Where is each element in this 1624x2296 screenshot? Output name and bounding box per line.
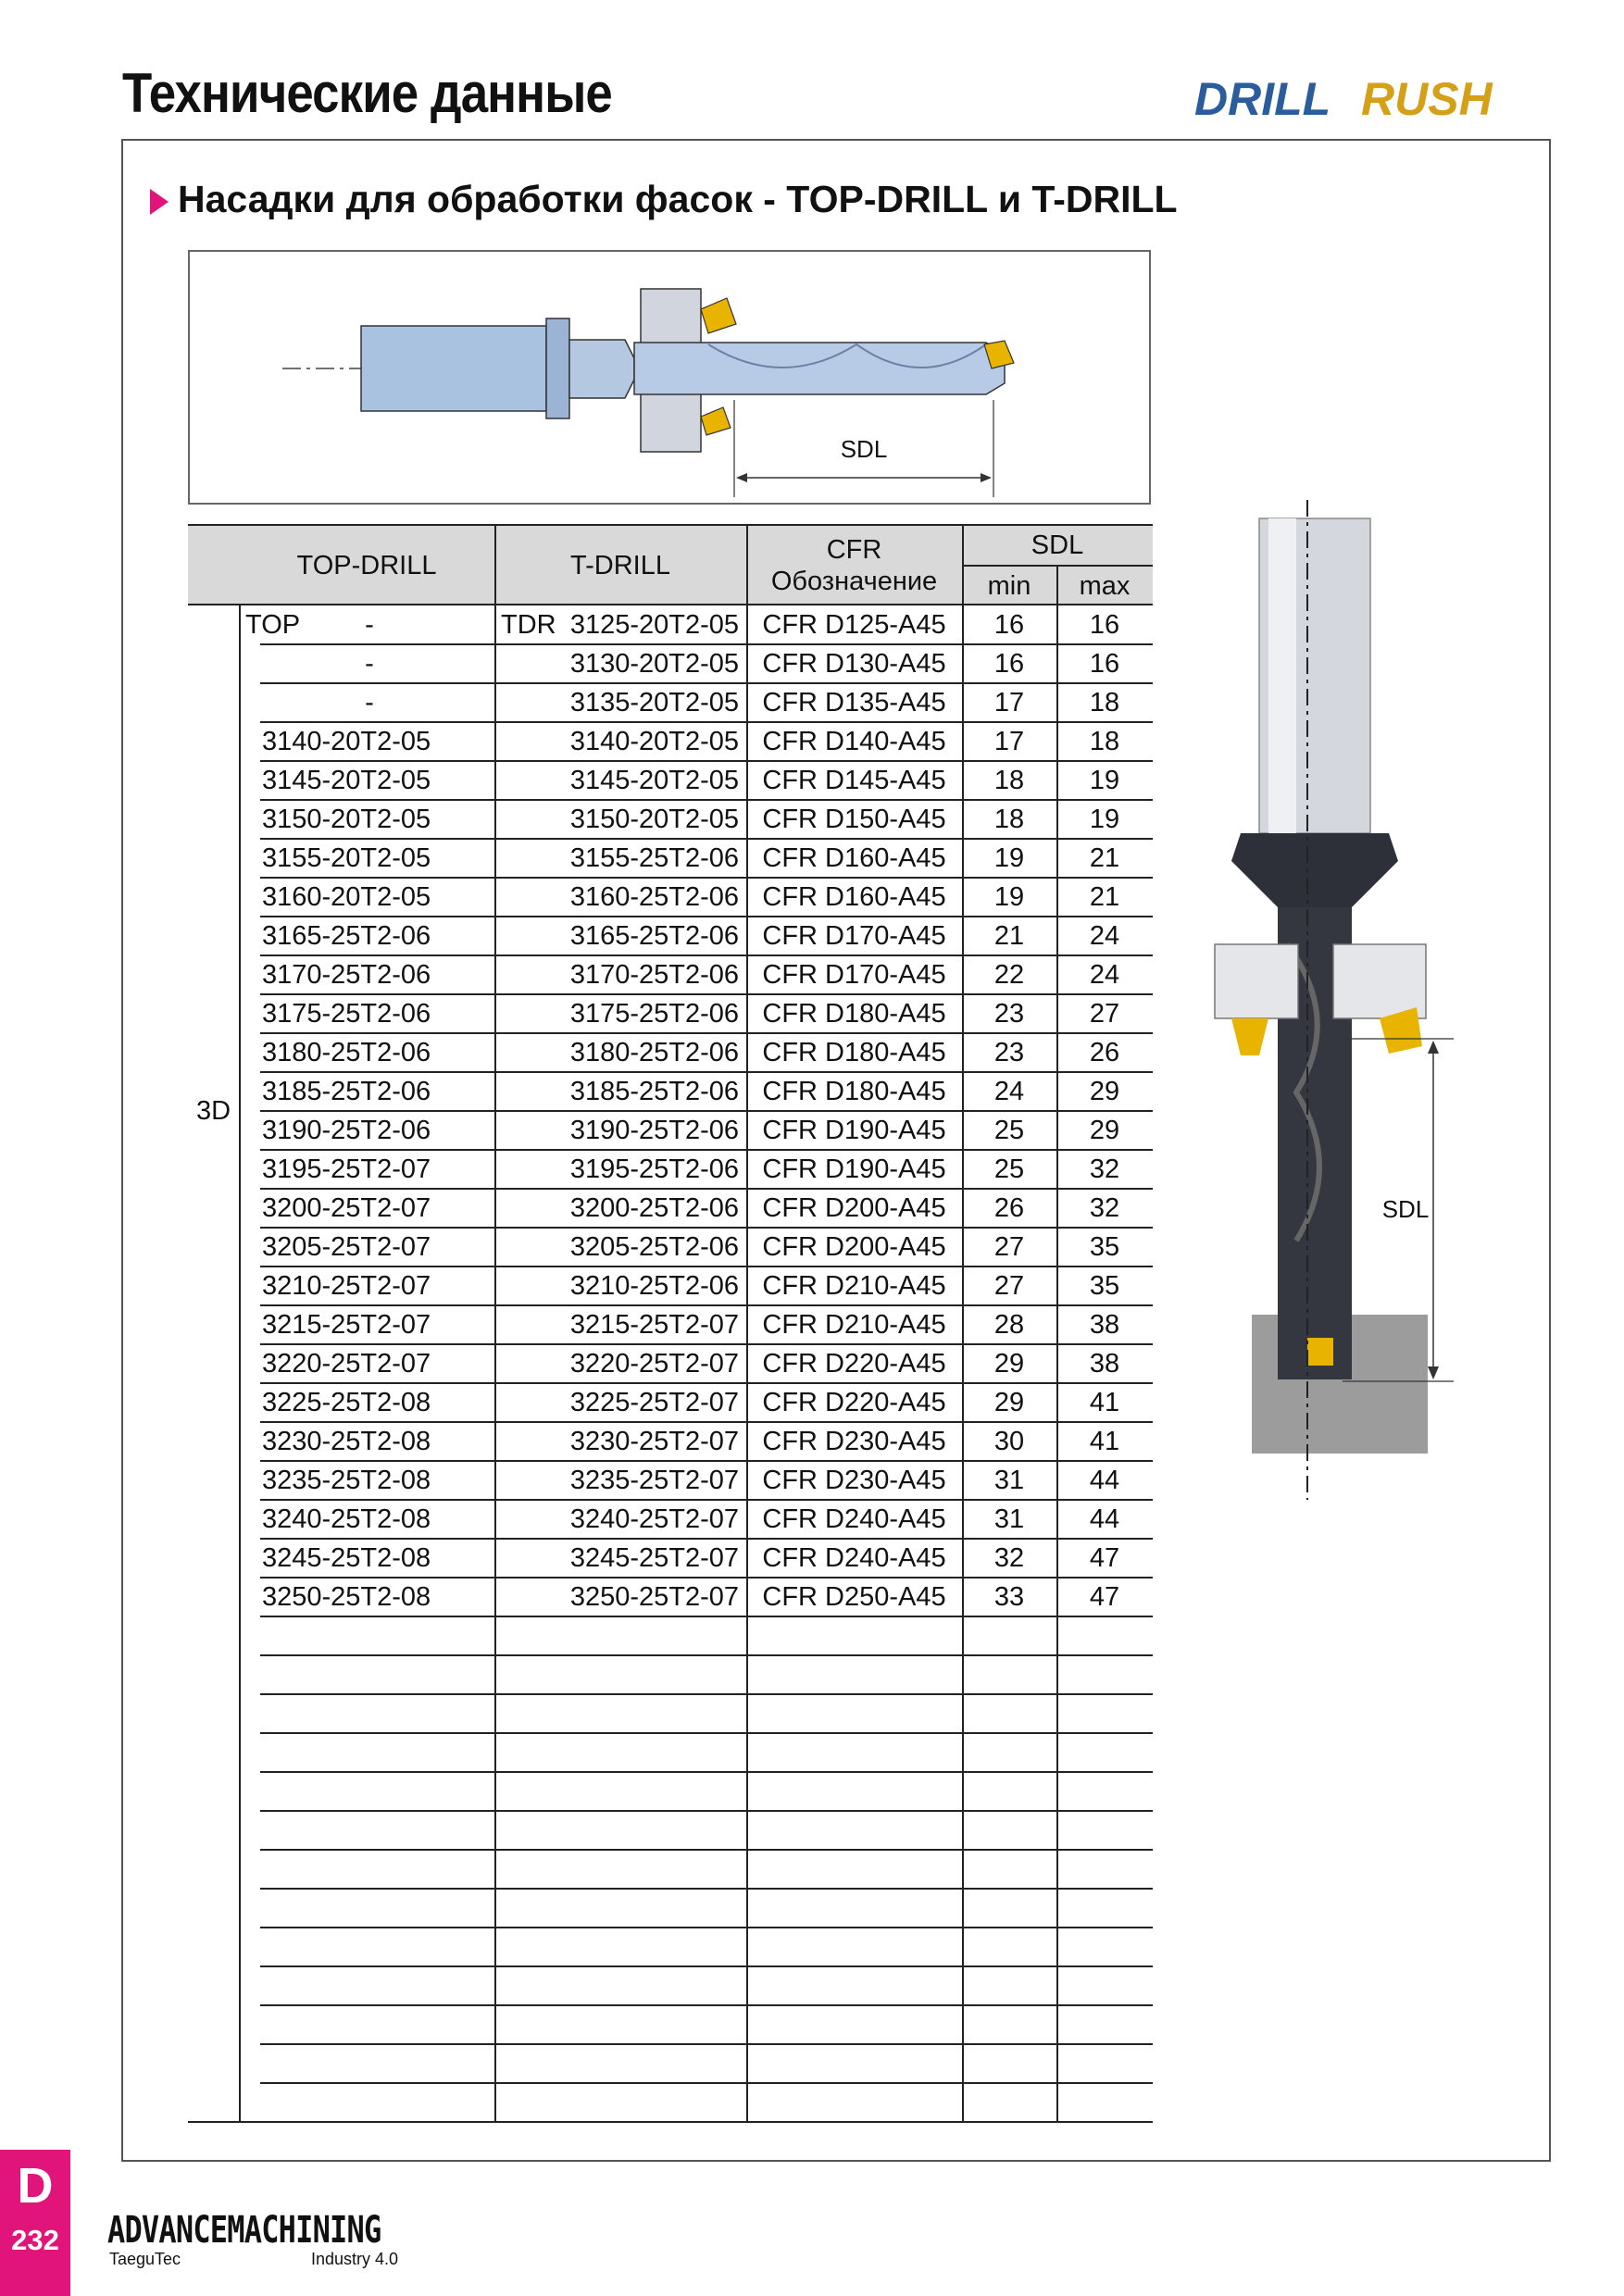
cell-top-drill: 3220-25T2-07 <box>262 1349 431 1379</box>
tdr-prefix: TDR <box>501 610 556 640</box>
cell-t-drill: 3225-25T2-07 <box>569 1388 739 1417</box>
group-label: 3D <box>195 1096 231 1126</box>
cell-top-drill: 3190-25T2-06 <box>262 1116 431 1145</box>
cell-t-drill: 3180-25T2-06 <box>569 1038 739 1067</box>
cell-t-drill: 3145-20T2-05 <box>569 766 739 795</box>
header-cfr <box>746 526 962 605</box>
cell-top-drill: 3170-25T2-06 <box>262 960 431 990</box>
photo-insert-left <box>1231 1018 1268 1055</box>
cell-cfr: CFR D230-A45 <box>762 1466 946 1495</box>
table-header <box>188 524 1153 605</box>
cell-sdl-min: 23 <box>993 999 1025 1029</box>
drill-diagram <box>188 250 1151 505</box>
photo-dim-label-sdl: SDL <box>1381 1195 1430 1223</box>
cell-sdl-max: 47 <box>1089 1543 1120 1573</box>
row-rule <box>260 1810 1153 1812</box>
cell-cfr: CFR D150-A45 <box>762 805 946 834</box>
cell-cfr: CFR D170-A45 <box>762 921 946 951</box>
cell-top-drill: 3175-25T2-06 <box>262 999 431 1029</box>
cell-top-drill: 3235-25T2-08 <box>262 1466 431 1495</box>
cell-top-drill: - <box>365 688 374 718</box>
page-number: 232 <box>11 2224 59 2256</box>
row-rule <box>260 2043 1153 2045</box>
cell-cfr: CFR D230-A45 <box>762 1427 946 1456</box>
cell-sdl-max: 19 <box>1089 766 1120 795</box>
cell-t-drill: 3125-20T2-05 <box>569 610 739 640</box>
cell-top-drill: 3250-25T2-08 <box>262 1582 431 1612</box>
logo-text-drill: DRILL <box>1194 73 1331 125</box>
cell-top-drill: 3155-20T2-05 <box>262 843 431 873</box>
cell-top-drill: 3225-25T2-08 <box>262 1388 431 1417</box>
cell-t-drill: 3175-25T2-06 <box>569 999 739 1029</box>
header-sdl: SDL <box>1031 530 1084 560</box>
cell-cfr: CFR D125-A45 <box>762 610 946 640</box>
cell-top-drill: 3230-25T2-08 <box>262 1427 431 1456</box>
logo-text-rush: RUSH <box>1361 73 1493 125</box>
cell-t-drill: 3235-25T2-07 <box>569 1466 739 1495</box>
cell-top-drill: 3195-25T2-07 <box>262 1154 431 1184</box>
cell-sdl-min: 16 <box>993 610 1025 640</box>
section-title <box>150 178 1178 221</box>
cell-t-drill: 3240-25T2-07 <box>569 1504 739 1534</box>
cell-sdl-min: 19 <box>993 843 1025 873</box>
cell-sdl-min: 17 <box>993 688 1025 718</box>
cell-top-drill: 3150-20T2-05 <box>262 805 431 834</box>
footer-brand-logo <box>107 2209 441 2274</box>
footer-brand-main: ADVANCEMACHINING <box>107 2209 381 2252</box>
footer-brand-right: Industry 4.0 <box>311 2250 399 2268</box>
cell-sdl-max: 41 <box>1089 1427 1120 1456</box>
header-min: min <box>987 571 1031 601</box>
header-top-drill: TOP-DRILL <box>296 551 437 580</box>
cell-t-drill: 3160-25T2-06 <box>569 882 739 912</box>
drill-shank <box>361 326 546 411</box>
cell-cfr: CFR D160-A45 <box>762 843 946 873</box>
cell-cfr: CFR D250-A45 <box>762 1582 946 1612</box>
cell-sdl-min: 25 <box>993 1116 1025 1145</box>
cell-cfr: CFR D200-A45 <box>762 1193 946 1223</box>
cell-cfr: CFR D180-A45 <box>762 1038 946 1067</box>
insert-lower <box>701 407 731 435</box>
photo-shank-highlight <box>1268 518 1296 833</box>
cell-top-drill: 3180-25T2-06 <box>262 1038 431 1067</box>
section-title-text: Насадки для обработки фасок - TOP-DRILL и T-DRILL <box>178 178 1178 220</box>
cell-sdl-min: 24 <box>993 1077 1025 1106</box>
cell-top-drill: 3205-25T2-07 <box>262 1232 431 1262</box>
cell-top-drill: 3215-25T2-07 <box>262 1310 431 1340</box>
section-tab <box>0 2150 70 2296</box>
cell-sdl-max: 18 <box>1089 688 1120 718</box>
cell-sdl-min: 25 <box>993 1154 1025 1184</box>
cell-sdl-min: 18 <box>993 805 1025 834</box>
cell-sdl-min: 23 <box>993 1038 1025 1067</box>
cell-cfr: CFR D145-A45 <box>762 766 946 795</box>
cell-top-drill: 3145-20T2-05 <box>262 766 431 795</box>
cell-cfr: CFR D210-A45 <box>762 1271 946 1301</box>
row-rule <box>260 1771 1153 1773</box>
cell-sdl-max: 26 <box>1089 1038 1120 1067</box>
cell-top-drill: 3210-25T2-07 <box>262 1271 431 1301</box>
cell-top-drill: - <box>365 649 374 679</box>
cell-cfr: CFR D220-A45 <box>762 1349 946 1379</box>
cell-sdl-min: 18 <box>993 766 1025 795</box>
cell-t-drill: 3205-25T2-06 <box>569 1232 739 1262</box>
cell-t-drill: 3165-25T2-06 <box>569 921 739 951</box>
cell-sdl-min: 22 <box>993 960 1025 990</box>
cell-sdl-max: 32 <box>1089 1193 1120 1223</box>
cell-sdl-max: 41 <box>1089 1388 1120 1417</box>
cell-t-drill: 3185-25T2-06 <box>569 1077 739 1106</box>
cell-t-drill: 3155-25T2-06 <box>569 843 739 873</box>
cell-sdl-max: 29 <box>1089 1116 1120 1145</box>
row-rule <box>188 2121 1153 2123</box>
arrow-bullet-icon <box>150 189 169 215</box>
cell-t-drill: 3210-25T2-06 <box>569 1271 739 1301</box>
column-rule <box>494 524 496 2122</box>
cell-sdl-max: 47 <box>1089 1582 1120 1612</box>
cell-sdl-max: 44 <box>1089 1504 1120 1534</box>
cell-t-drill: 3195-25T2-06 <box>569 1154 739 1184</box>
drill-collar <box>546 318 569 418</box>
photo-collar <box>1231 833 1398 907</box>
cell-top-drill: 3245-25T2-08 <box>262 1543 431 1573</box>
photo-dim-arrow-bottom <box>1428 1366 1439 1379</box>
row-rule <box>260 1693 1153 1695</box>
row-rule <box>260 1965 1153 1967</box>
header-cfr-line2: Обозначение <box>770 567 938 596</box>
cell-cfr: CFR D170-A45 <box>762 960 946 990</box>
cell-sdl-max: 29 <box>1089 1077 1120 1106</box>
cell-sdl-max: 35 <box>1089 1271 1120 1301</box>
photo-insert-tip <box>1307 1338 1333 1366</box>
cell-sdl-min: 28 <box>993 1310 1025 1340</box>
cell-sdl-max: 16 <box>1089 649 1120 679</box>
cell-sdl-min: 27 <box>993 1271 1025 1301</box>
cell-sdl-min: 32 <box>993 1543 1025 1573</box>
cell-cfr: CFR D240-A45 <box>762 1504 946 1534</box>
cell-sdl-max: 24 <box>1089 921 1120 951</box>
dim-arrow-right <box>981 473 992 482</box>
drill-neck <box>569 340 634 398</box>
cell-cfr: CFR D140-A45 <box>762 727 946 756</box>
cell-sdl-max: 16 <box>1089 610 1120 640</box>
row-rule <box>260 2004 1153 2006</box>
cell-sdl-min: 29 <box>993 1388 1025 1417</box>
cell-sdl-min: 26 <box>993 1193 1025 1223</box>
cell-sdl-max: 32 <box>1089 1154 1120 1184</box>
dim-arrow-left <box>736 473 747 482</box>
cell-top-drill: 3240-25T2-08 <box>262 1504 431 1534</box>
cell-sdl-min: 27 <box>993 1232 1025 1262</box>
cell-cfr: CFR D135-A45 <box>762 688 946 718</box>
cell-t-drill: 3170-25T2-06 <box>569 960 739 990</box>
cell-cfr: CFR D200-A45 <box>762 1232 946 1262</box>
section-letter: D <box>17 2158 54 2214</box>
cell-sdl-max: 21 <box>1089 882 1120 912</box>
cell-cfr: CFR D240-A45 <box>762 1543 946 1573</box>
drillrush-logo <box>1185 72 1555 128</box>
row-rule <box>260 1849 1153 1851</box>
cell-cfr: CFR D130-A45 <box>762 649 946 679</box>
cell-sdl-min: 31 <box>993 1504 1025 1534</box>
cell-top-drill: 3200-25T2-07 <box>262 1193 431 1223</box>
cell-top-drill: 3185-25T2-06 <box>262 1077 431 1106</box>
cell-sdl-min: 19 <box>993 882 1025 912</box>
cell-top-drill: 3165-25T2-06 <box>262 921 431 951</box>
row-rule <box>260 1654 1153 1656</box>
cell-top-drill: - <box>365 610 374 640</box>
cell-cfr: CFR D190-A45 <box>762 1154 946 1184</box>
cell-cfr: CFR D210-A45 <box>762 1310 946 1340</box>
cell-sdl-max: 24 <box>1089 960 1120 990</box>
cell-t-drill: 3140-20T2-05 <box>569 727 739 756</box>
cell-cfr: CFR D160-A45 <box>762 882 946 912</box>
header-max: max <box>1079 571 1131 601</box>
cell-sdl-max: 18 <box>1089 727 1120 756</box>
cell-sdl-max: 27 <box>1089 999 1120 1029</box>
cell-top-drill: 3140-20T2-05 <box>262 727 431 756</box>
cell-t-drill: 3220-25T2-07 <box>569 1349 739 1379</box>
cell-sdl-min: 21 <box>993 921 1025 951</box>
header-cfr-line1: CFR <box>826 535 882 565</box>
dim-label-sdl: SDL <box>840 435 888 463</box>
photo-ring-left <box>1215 944 1298 1018</box>
header-t-drill: T-DRILL <box>570 551 670 580</box>
drill-body <box>634 343 1005 394</box>
cell-cfr: CFR D180-A45 <box>762 1077 946 1106</box>
cell-cfr: CFR D220-A45 <box>762 1388 946 1417</box>
cell-t-drill: 3190-25T2-06 <box>569 1116 739 1145</box>
cell-t-drill: 3215-25T2-07 <box>569 1310 739 1340</box>
cell-sdl-max: 38 <box>1089 1310 1120 1340</box>
cell-sdl-max: 35 <box>1089 1232 1120 1262</box>
row-rule <box>260 1927 1153 1928</box>
cell-t-drill: 3230-25T2-07 <box>569 1427 739 1456</box>
cell-sdl-min: 31 <box>993 1466 1025 1495</box>
footer-brand-left: TaeguTec <box>109 2250 181 2268</box>
cell-t-drill: 3245-25T2-07 <box>569 1543 739 1573</box>
cell-sdl-max: 19 <box>1089 805 1120 834</box>
row-rule <box>260 2082 1153 2084</box>
photo-ring-right <box>1333 944 1426 1018</box>
cell-sdl-max: 38 <box>1089 1349 1120 1379</box>
tool-photo <box>1204 500 1481 1500</box>
cell-sdl-min: 16 <box>993 649 1025 679</box>
cell-sdl-min: 30 <box>993 1427 1025 1456</box>
cell-sdl-max: 44 <box>1089 1466 1120 1495</box>
cell-sdl-max: 21 <box>1089 843 1120 873</box>
top-prefix: TOP <box>245 610 301 640</box>
cell-t-drill: 3130-20T2-05 <box>569 649 739 679</box>
row-rule <box>260 1888 1153 1890</box>
cell-top-drill: 3160-20T2-05 <box>262 882 431 912</box>
cell-cfr: CFR D180-A45 <box>762 999 946 1029</box>
cell-t-drill: 3200-25T2-06 <box>569 1193 739 1223</box>
cell-t-drill: 3150-20T2-05 <box>569 805 739 834</box>
row-rule <box>260 1732 1153 1734</box>
cell-sdl-min: 17 <box>993 727 1025 756</box>
insert-upper <box>701 298 736 333</box>
cell-sdl-min: 29 <box>993 1349 1025 1379</box>
column-rule <box>239 605 241 2122</box>
cell-cfr: CFR D190-A45 <box>762 1116 946 1145</box>
photo-dim-arrow-top <box>1428 1041 1439 1054</box>
cell-sdl-min: 33 <box>993 1582 1025 1612</box>
cell-t-drill: 3250-25T2-07 <box>569 1582 739 1612</box>
chamfer-ring-lower <box>641 389 701 452</box>
page-title: Технические данные <box>122 62 612 124</box>
cell-t-drill: 3135-20T2-05 <box>569 688 739 718</box>
